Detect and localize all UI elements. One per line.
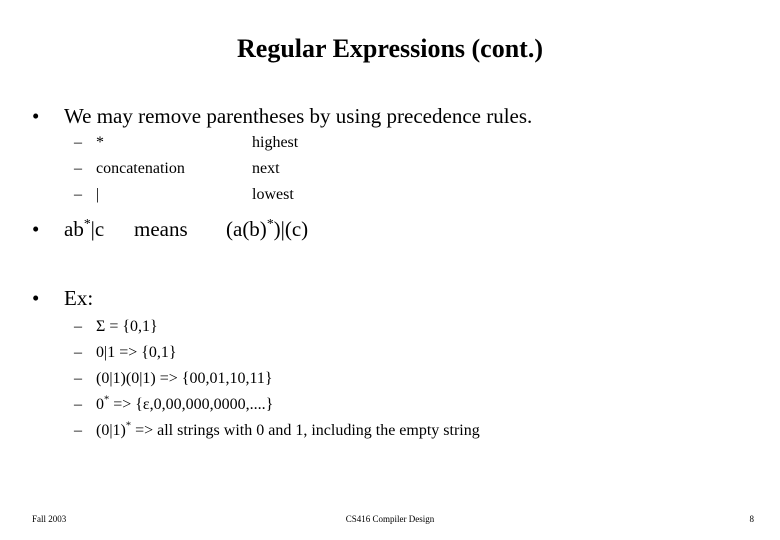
bullet-precedence-text: We may remove parentheses by using precedence rules. xyxy=(64,104,533,128)
dash-marker: – xyxy=(74,318,82,335)
example-item: 0* => {ε,0,00,000,0000,....} xyxy=(96,394,274,413)
precedence-op-concat: concatenation xyxy=(96,160,185,177)
regex-expanded: (a(b)*)|(c) xyxy=(226,216,309,241)
bullet-marker: • xyxy=(32,286,40,310)
precedence-level-highest: highest xyxy=(252,134,299,151)
example-item: (0|1)* => all strings with 0 and 1, including the empty string xyxy=(96,420,480,439)
dash-marker: – xyxy=(74,422,82,439)
example-item: Σ = {0,1} xyxy=(96,318,158,335)
dash-marker: – xyxy=(74,186,82,203)
examples-heading: Ex: xyxy=(64,286,94,310)
bullet-marker: • xyxy=(32,217,40,241)
example-item: 0|1 => {0,1} xyxy=(96,344,177,361)
example-item: (0|1)(0|1) => {00,01,10,11} xyxy=(96,370,273,387)
dash-marker: – xyxy=(74,396,82,413)
dash-marker: – xyxy=(74,370,82,387)
dash-marker: – xyxy=(74,344,82,361)
dash-marker: – xyxy=(74,160,82,177)
dash-marker: – xyxy=(74,134,82,151)
precedence-level-lowest: lowest xyxy=(252,186,294,203)
footer-course: CS416 Compiler Design xyxy=(345,514,435,524)
precedence-level-next: next xyxy=(252,160,280,177)
precedence-op-star: * xyxy=(96,134,104,151)
regex-shorthand: ab*|c xyxy=(64,216,105,241)
precedence-op-alt: | xyxy=(96,186,100,203)
page-number: 8 xyxy=(749,514,754,524)
slide-title: Regular Expressions (cont.) xyxy=(237,34,543,63)
bullet-marker: • xyxy=(32,104,40,128)
means-label: means xyxy=(134,217,188,241)
footer-date: Fall 2003 xyxy=(32,514,67,524)
